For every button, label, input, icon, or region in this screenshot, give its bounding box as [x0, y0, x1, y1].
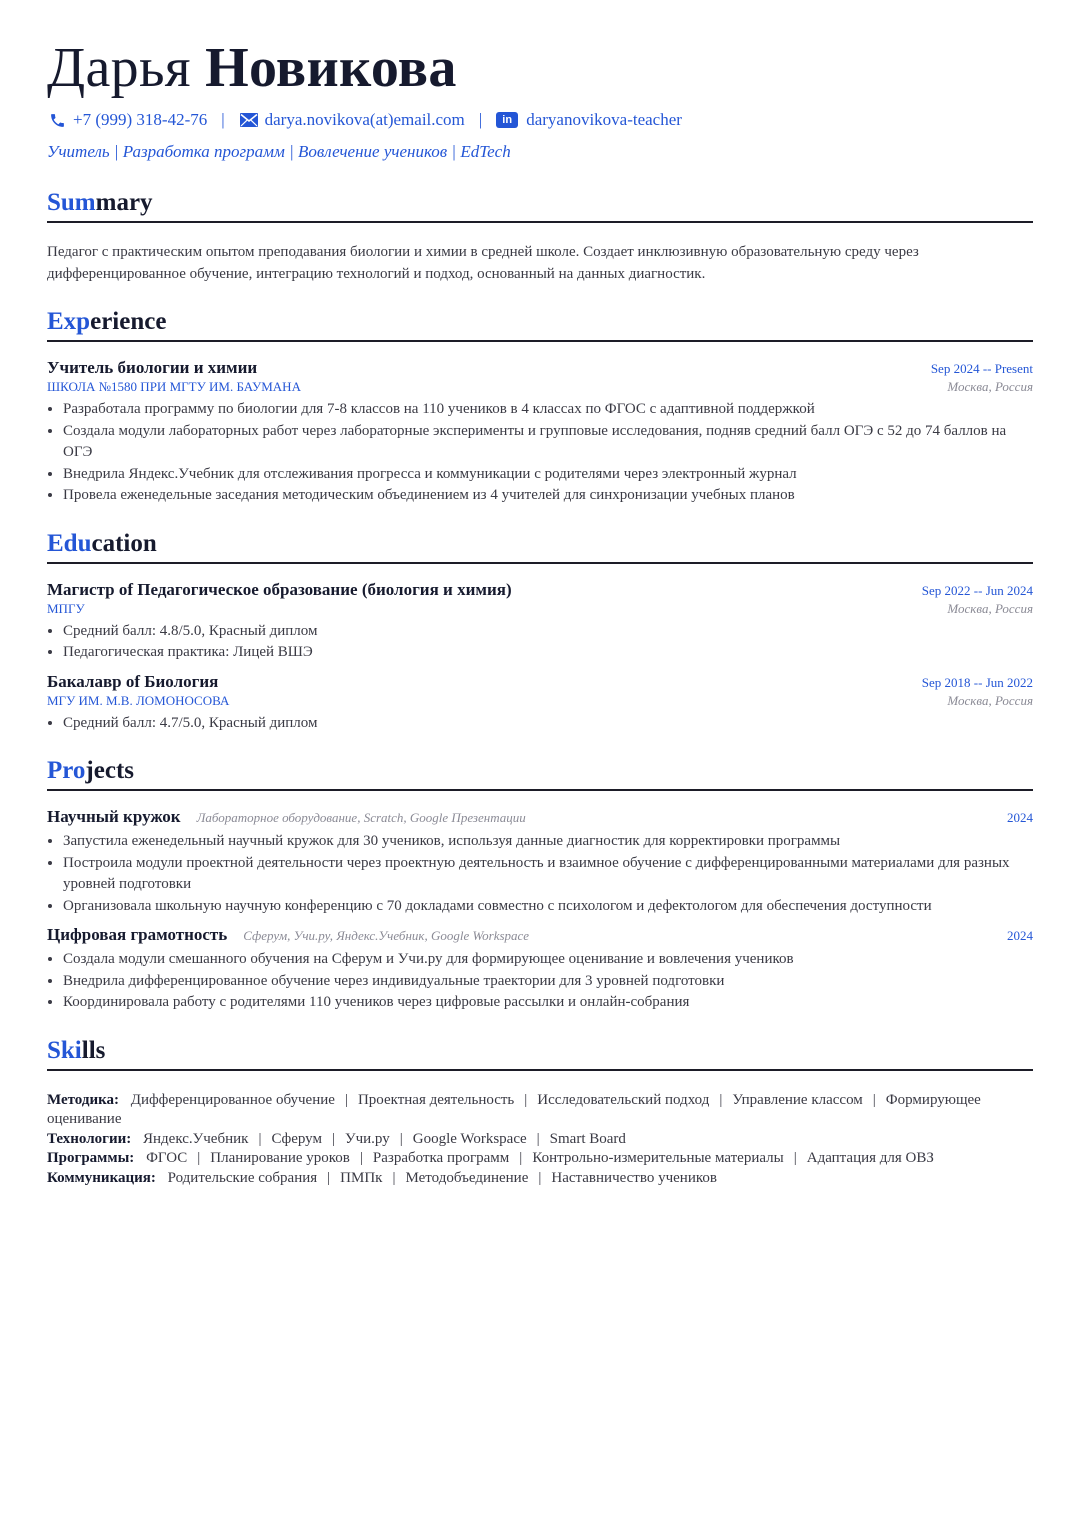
list-item: • Провела еженедельные заседания методическим объединением из 4 учителей для синхронизации учебных планов — [63, 485, 1033, 507]
list-item: • Педагогическая практика: Лицей ВШЭ — [63, 642, 1033, 664]
project-entry — [47, 807, 1033, 917]
section-title: Skills — [47, 1036, 1033, 1071]
skill-item: Исследовательский подход — [537, 1091, 710, 1108]
project-title: Научный кружок — [47, 807, 181, 826]
last-name: Новикова — [205, 37, 457, 99]
education-section — [47, 529, 1033, 735]
skill-item: Методобъединение — [405, 1169, 529, 1186]
skill-item: Учи.ру — [344, 1130, 390, 1147]
skill-item: Адаптация для ОВЗ — [806, 1150, 934, 1166]
degree-title: Магистр of Педагогическое образование (биология и химия) — [47, 579, 512, 599]
institution: МГУ ИМ. М.В. ЛОМОНОСОВА — [47, 692, 230, 708]
list-item: • Запустила еженедельный научный кружок для 30 учеников, используя данные диагностик для корректировки программы — [63, 831, 1033, 853]
list-item: • Построила модули проектной деятельности через проектную деятельность и взаимное обучение с дифференцированными материалами для разных уровней подготовки — [63, 853, 1033, 896]
skill-row: Методика: Дифференцированное обучение | Проектная деятельность | Исследовательский подход | Управление классом | Формирующее оценивание — [47, 1091, 981, 1127]
project-tech: Лабораторное оборудование, Scratch, Google Презентации — [196, 810, 526, 825]
job-location: Москва, Россия — [947, 379, 1033, 394]
institution-location: Москва, Россия — [947, 692, 1033, 708]
skill-item: Разработка программ — [372, 1150, 510, 1166]
section-title: Summary — [47, 188, 1033, 223]
education-entry — [47, 672, 1033, 735]
experience-section — [47, 307, 1033, 507]
phone-link[interactable]: +7 (999) 318-42-76 — [73, 110, 208, 129]
skill-row: Технологии: Яндекс.Учебник | Сферум | Учи.ру | Google Workspace | Smart Board — [47, 1130, 626, 1147]
first-name: Дарья — [47, 37, 191, 99]
job-date: Sep 2024 -- Present — [930, 361, 1033, 376]
skills-list — [47, 1091, 1033, 1189]
list-item: • Координировала работу с родителями 110 учеников через цифровые рассылки и онлайн-собрания — [63, 992, 1033, 1014]
candidate-name — [47, 36, 1033, 100]
skill-item: ФГОС — [146, 1150, 188, 1166]
projects-section — [47, 756, 1033, 1014]
skill-item: Родительские собрания — [167, 1169, 318, 1186]
contact-separator: | — [478, 110, 483, 129]
skill-item: Smart Board — [549, 1130, 626, 1147]
experience-entry — [47, 358, 1033, 507]
project-title: Цифровая грамотность — [47, 925, 228, 944]
email-icon — [239, 110, 259, 130]
project-date: 2024 — [1007, 810, 1033, 825]
skill-item: Яндекс.Учебник — [143, 1130, 249, 1147]
skill-item: ПМПк — [340, 1169, 383, 1186]
bullet-list — [47, 949, 1033, 1014]
skill-item: Дифференцированное обучение — [130, 1091, 335, 1108]
employer: ШКОЛА №1580 ПРИ МГТУ ИМ. БАУМАНА — [47, 379, 301, 394]
degree-date: Sep 2022 -- Jun 2024 — [921, 582, 1033, 598]
section-title: Projects — [47, 756, 1033, 791]
list-item: • Создала модули лабораторных работ через лабораторные эксперименты и групповые исследования, подняв средний балл ОГЭ с 52 до 74 баллов на ОГЭ — [63, 421, 1033, 464]
bullet-list — [47, 713, 1033, 735]
section-title: Education — [47, 529, 1033, 564]
summary-text: Педагог с практическим опытом преподавания биологии и химии в средней школе. Создает инклюзивную образовательную среду через дифференцированное обучение, интеграцию технологий и подход, основанный на данных диагностик. — [47, 244, 919, 282]
skill-row: Программы: ФГОС | Планирование уроков | Разработка программ | Контрольно-измерительные материалы | Адаптация для ОВЗ — [47, 1150, 934, 1166]
list-item: • Организовала школьную научную конференцию с 70 докладами совместно с психологом и дефектологом для обеспечения доступности — [63, 896, 1033, 918]
degree-date: Sep 2018 -- Jun 2022 — [921, 674, 1033, 690]
bullet-list — [47, 621, 1033, 664]
skill-item: Проектная деятельность — [357, 1091, 515, 1108]
contact-line — [47, 108, 1033, 132]
list-item: • Средний балл: 4.7/5.0, Красный диплом — [63, 713, 1033, 735]
linkedin-icon: in — [496, 112, 518, 128]
bullet-list — [47, 399, 1033, 507]
job-title: Учитель биологии и химии — [47, 358, 258, 377]
skill-category: Коммуникация: — [47, 1169, 156, 1186]
skill-item: Наставничество учеников — [551, 1169, 717, 1186]
skill-item: Управление классом — [732, 1091, 863, 1108]
list-item: • Внедрила дифференцированное обучение через индивидуальные траектории для 3 уровней подготовки — [63, 971, 1033, 993]
list-item: • Внедрила Яндекс.Учебник для отслеживания прогресса и коммуникации с родителями через электронный журнал — [63, 464, 1033, 486]
skill-item: Планирование уроков — [210, 1150, 350, 1166]
list-item: • Разработала программу по биологии для 7-8 классов на 110 учеников в 4 классах по ФГОС с адаптивной поддержкой — [63, 399, 1033, 421]
skill-category: Методика: — [47, 1091, 119, 1108]
phone-icon — [47, 110, 67, 130]
project-date: 2024 — [1007, 928, 1033, 943]
skill-row: Коммуникация: Родительские собрания | ПМПк | Методобъединение | Наставничество учеников — [47, 1169, 717, 1186]
contact-separator: | — [221, 110, 225, 129]
skills-section — [47, 1036, 1033, 1189]
skill-category: Технологии: — [47, 1130, 132, 1147]
skill-item: Google Workspace — [412, 1130, 527, 1147]
project-entry — [47, 925, 1033, 1014]
skill-item: Сферум — [271, 1130, 322, 1147]
tagline: Учитель | Разработка программ | Вовлечение учеников | EdTech — [47, 142, 511, 161]
bullet-list — [47, 831, 1033, 917]
skill-item: Формирующее оценивание — [47, 1091, 981, 1127]
degree-title: Бакалавр of Биология — [47, 671, 219, 691]
list-item: • Средний балл: 4.8/5.0, Красный диплом — [63, 621, 1033, 643]
education-entry — [47, 580, 1033, 664]
institution: МПГУ — [47, 600, 85, 616]
summary-section — [47, 188, 1033, 285]
email-link[interactable]: darya.novikova(at)email.com — [264, 110, 465, 129]
section-title: Experience — [47, 307, 1033, 342]
institution-location: Москва, Россия — [947, 600, 1033, 616]
skill-item: Контрольно-измерительные материалы — [532, 1150, 784, 1166]
linkedin-link[interactable]: daryanovikova-teacher — [526, 110, 682, 129]
skill-category: Программы: — [47, 1150, 135, 1166]
project-tech: Сферум, Учи.ру, Яндекс.Учебник, Google Workspace — [243, 928, 530, 943]
list-item: • Создала модули смешанного обучения на Сферум и Учи.ру для формирующее оценивание и вовлечения учеников — [63, 949, 1033, 971]
